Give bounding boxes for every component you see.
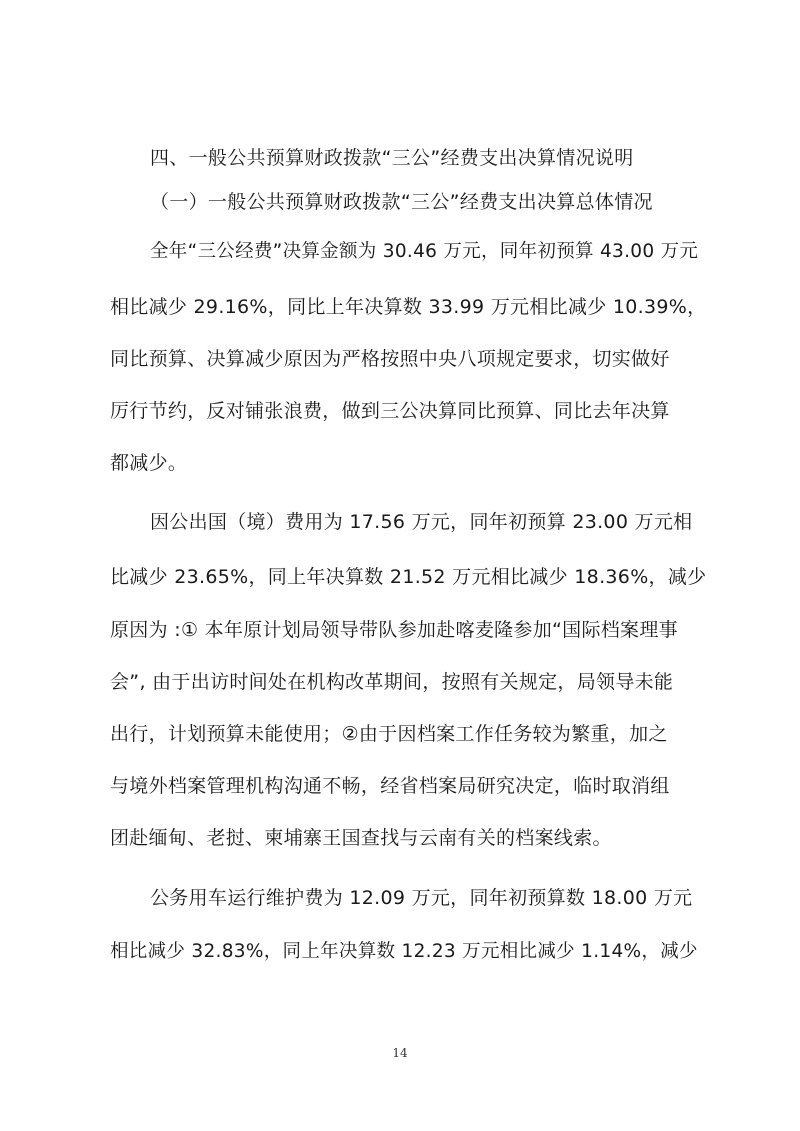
paragraph-1-line-5: 都减少。 — [110, 452, 188, 474]
page-number: 14 — [392, 1046, 408, 1060]
paragraph-1-line-1: 全年“三公经费”决算金额为 30.46 万元，同年初预算 43.00 万元 — [150, 241, 699, 262]
paragraph-1-line-2: 相比减少 29.16%，同比上年决算数 33.99 万元相比减少 10.39%， — [110, 296, 707, 318]
paragraph-2-line-3: 原因为 :① 本年原计划局领导带队参加赴喀麦隆参加“国际档案理事 — [110, 619, 678, 641]
paragraph-2-line-4: 会”, 由于出访时间处在机构改革期间，按照有关规定，局领导未能 — [110, 671, 674, 693]
paragraph-2-line-6: 与境外档案管理机构沟通不畅，经省档案局研究决定，临时取消组 — [110, 775, 670, 797]
subsection-title: （一）一般公共预算财政拨款“三公”经费支出决算总体情况 — [150, 191, 653, 213]
paragraph-1-line-4: 厉行节约，反对铺张浪费，做到三公决算同比预算、同比去年决算 — [110, 400, 670, 422]
section-title: 四、一般公共预算财政拨款“三公”经费支出决算情况说明 — [150, 147, 634, 169]
paragraph-3-line-1: 公务用车运行维护费为 12.09 万元，同年初预算数 18.00 万元 — [150, 887, 693, 909]
paragraph-3-line-2: 相比减少 32.83%，同上年决算数 12.23 万元相比减少 1.14%，减少 — [110, 941, 698, 962]
paragraph-2-line-2: 比减少 23.65%，同上年决算数 21.52 万元相比减少 18.36%，减少 — [110, 566, 707, 588]
paragraph-1-line-3: 同比预算、决算减少原因为严格按照中央八项规定要求，切实做好 — [110, 348, 670, 370]
paragraph-2-line-7: 团赴缅甸、老挝、柬埔寨王国查找与云南有关的档案线索。 — [110, 827, 612, 849]
paragraph-2-line-1: 因公出国（境）费用为 17.56 万元，同年初预算 23.00 万元相 — [150, 511, 693, 533]
paragraph-2-line-5: 出行，计划预算未能使用；②由于因档案工作任务较为繁重，加之 — [110, 723, 668, 745]
